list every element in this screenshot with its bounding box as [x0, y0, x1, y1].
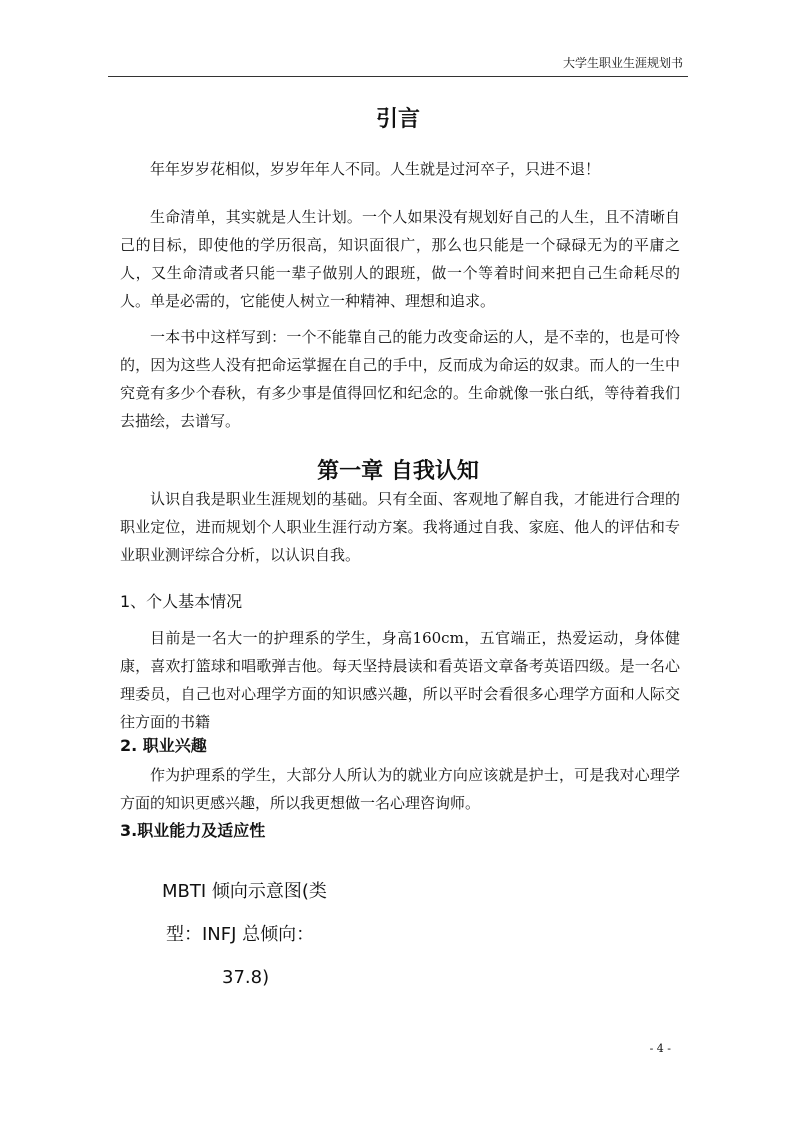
section-text-interest: 作为护理系的学生，大部分人所认为的就业方向应该就是护士，可是我对心理学方面的知识更感兴趣，所以我更想做一名心理咨询师。	[120, 766, 680, 812]
intro-paragraph-3: 一本书中这样写到：一个不能靠自己的能力改变命运的人，是不幸的，也是可怜的，因为这些人没有把命运掌握在自己的手中，反而成为命运的奴隶。而人的一生中究竟有多少个春秋，有多少事是值得回忆和纪念的。生命就像一张白纸，等待着我们去描绘，去谱写。	[120, 328, 680, 430]
mbti-label-line-1: MBTI 倾向示意图(类	[162, 881, 327, 902]
running-header: 大学生职业生涯规划书	[562, 56, 683, 70]
section-heading-interest: 2. 职业兴趣	[120, 736, 207, 755]
intro-title: 引言	[375, 107, 420, 132]
section-text-basic-info: 目前是一名大一的护理系的学生，身高160cm，五官端正，热爱运动，身体健康，喜欢打篮球和唱歌弹吉他。每天坚持晨读和看英语文章备考英语四级。是一名心理委员，自己也对心理学方面的知识感兴趣，所以平时会看很多心理学方面和人际交往方面的书籍	[120, 629, 680, 731]
chapter-intro: 认识自我是职业生涯规划的基础。只有全面、客观地了解自我，才能进行合理的职业定位，进而规划个人职业生涯行动方案。我将通过自我、家庭、他人的评估和专业职业测评综合分析，以认识自我。	[120, 490, 680, 564]
header-divider	[108, 76, 688, 77]
intro-paragraph-2: 生命清单，其实就是人生计划。一个人如果没有规划好自己的人生，且不清晰自己的目标，即使他的学历很高，知识面很广，那么也只能是一个碌碌无为的平庸之人，又生命清或者只能一辈子做别人的跟班，做一个等着时间来把自己生命耗尽的人。单是必需的，它能使人树立一种精神、理想和追求。	[120, 208, 680, 310]
intro-paragraph-1: 年年岁岁花相似，岁岁年年人不同。人生就是过河卒子，只进不退！	[150, 160, 601, 178]
mbti-label-line-3: 37.8)	[222, 967, 270, 988]
mbti-label-line-2: 型：INFJ 总倾向：	[166, 924, 315, 945]
chapter-title: 第一章 自我认知	[317, 459, 479, 484]
page-number: - 4 -	[649, 1042, 671, 1055]
section-heading-ability: 3.职业能力及适应性	[120, 821, 266, 840]
section-heading-basic-info: 1、个人基本情况	[120, 592, 243, 611]
